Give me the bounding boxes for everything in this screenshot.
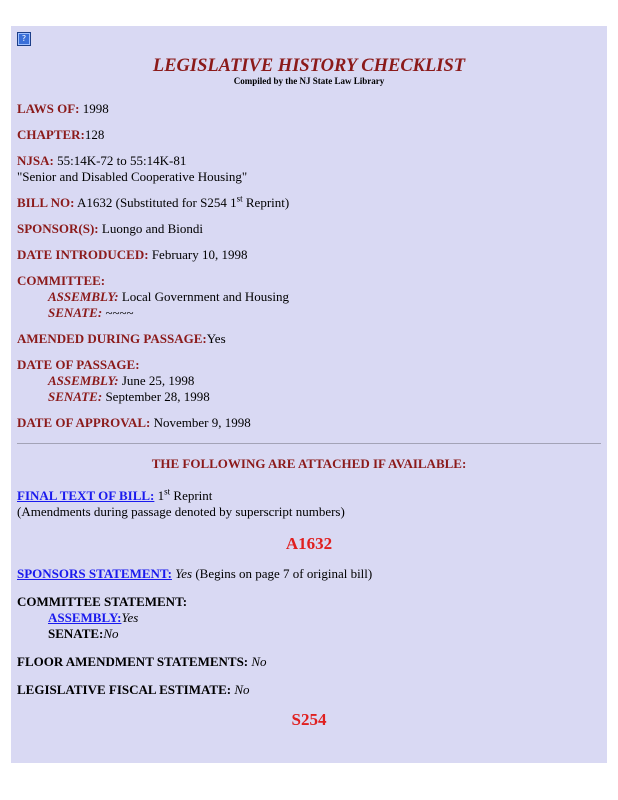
laws-of-label: LAWS OF: xyxy=(17,101,80,116)
chapter-row xyxy=(17,127,601,143)
chapter-label: CHAPTER: xyxy=(17,127,85,142)
bill-heading-s254: S254 xyxy=(291,710,327,729)
bill-no-row xyxy=(17,195,601,211)
date-of-passage-row xyxy=(17,357,601,405)
committee-assembly-value: Local Government and Housing xyxy=(121,289,289,304)
page-title: LEGISLATIVE HISTORY CHECKLIST xyxy=(152,56,466,76)
committee-assembly-label: ASSEMBLY: xyxy=(48,289,119,304)
date-introduced-value: February 10, 1998 xyxy=(151,247,248,262)
committee-label: COMMITTEE: xyxy=(17,273,106,288)
passage-senate-value: September 28, 1998 xyxy=(105,389,210,404)
final-text-row xyxy=(17,488,601,520)
committee-senate-value: ~~~~ xyxy=(105,305,134,320)
passage-assembly xyxy=(17,373,601,389)
date-introduced-label: DATE INTRODUCED: xyxy=(17,247,149,262)
final-text-link[interactable]: FINAL TEXT OF BILL: xyxy=(17,488,155,503)
fiscal-estimate-value: No xyxy=(234,682,250,697)
committee-row xyxy=(17,273,601,321)
committee-assembly xyxy=(17,289,601,305)
njsa-act-title: "Senior and Disabled Cooperative Housing" xyxy=(17,169,248,184)
committee-statement-assembly xyxy=(17,610,601,626)
document-page xyxy=(11,26,607,763)
njsa-row xyxy=(17,153,601,185)
final-text-sup: st xyxy=(164,486,171,497)
sponsors-value: Luongo and Biondi xyxy=(101,221,203,236)
chapter-value: 128 xyxy=(84,127,105,142)
amended-label: AMENDED DURING PASSAGE: xyxy=(17,331,207,346)
floor-amendment-row xyxy=(17,654,601,670)
page-subtitle: Compiled by the NJ State Law Library xyxy=(233,76,385,86)
help-icon[interactable]: ? xyxy=(17,32,31,46)
committee-statement-senate-label: SENATE: xyxy=(48,626,104,641)
amended-row xyxy=(17,331,601,347)
final-text-value-after: Reprint xyxy=(170,488,213,503)
floor-amendment-value: No xyxy=(251,654,267,669)
passage-senate xyxy=(17,389,601,405)
date-introduced-row xyxy=(17,247,601,263)
sponsors-label: SPONSOR(S): xyxy=(17,221,99,236)
njsa-label: NJSA: xyxy=(17,153,54,168)
committee-statement-assembly-value: Yes xyxy=(121,610,139,625)
njsa-value: 55:14K-72 to 55:14K-81 xyxy=(57,153,187,168)
final-text-value: 1 xyxy=(157,488,165,503)
committee-statement-row xyxy=(17,594,601,642)
section-divider xyxy=(17,443,601,444)
date-of-approval-row xyxy=(17,415,601,431)
sponsors-statement-row xyxy=(17,566,601,582)
committee-senate-label: SENATE: xyxy=(48,305,103,320)
bill-no-label: BILL NO: xyxy=(17,195,75,210)
sponsors-row xyxy=(17,221,601,237)
sponsors-statement-note: (Begins on page 7 of original bill) xyxy=(195,566,373,581)
committee-statement-senate-value: No xyxy=(103,626,119,641)
bill-no-value: A1632 (Substituted for S254 1 xyxy=(76,195,237,210)
bill-heading-a1632: A1632 xyxy=(285,534,333,553)
passage-assembly-value: June 25, 1998 xyxy=(121,373,195,388)
fiscal-estimate-row xyxy=(17,682,601,698)
date-of-approval-label: DATE OF APPROVAL: xyxy=(17,415,151,430)
passage-senate-label: SENATE: xyxy=(48,389,103,404)
passage-assembly-label: ASSEMBLY: xyxy=(48,373,119,388)
sponsors-statement-link[interactable]: SPONSORS STATEMENT: xyxy=(17,566,172,581)
date-of-approval-value: November 9, 1998 xyxy=(153,415,251,430)
date-of-passage-label: DATE OF PASSAGE: xyxy=(17,357,140,372)
bill-no-sup: st xyxy=(236,193,243,204)
committee-statement-label: COMMITTEE STATEMENT: xyxy=(17,594,188,609)
bill-no-value-after: Reprint) xyxy=(242,195,290,210)
sponsors-statement-value: Yes xyxy=(175,566,193,581)
laws-of-row xyxy=(17,101,601,117)
amended-value: Yes xyxy=(206,331,226,346)
final-text-note: (Amendments during passage denoted by superscript numbers) xyxy=(17,504,345,519)
attached-heading: THE FOLLOWING ARE ATTACHED IF AVAILABLE: xyxy=(151,456,467,471)
committee-senate xyxy=(17,305,601,321)
committee-statement-senate xyxy=(17,626,601,642)
laws-of-value: 1998 xyxy=(82,101,109,116)
fiscal-estimate-label: LEGISLATIVE FISCAL ESTIMATE: xyxy=(17,682,232,697)
floor-amendment-label: FLOOR AMENDMENT STATEMENTS: xyxy=(17,654,249,669)
committee-statement-assembly-link[interactable]: ASSEMBLY: xyxy=(48,610,122,625)
